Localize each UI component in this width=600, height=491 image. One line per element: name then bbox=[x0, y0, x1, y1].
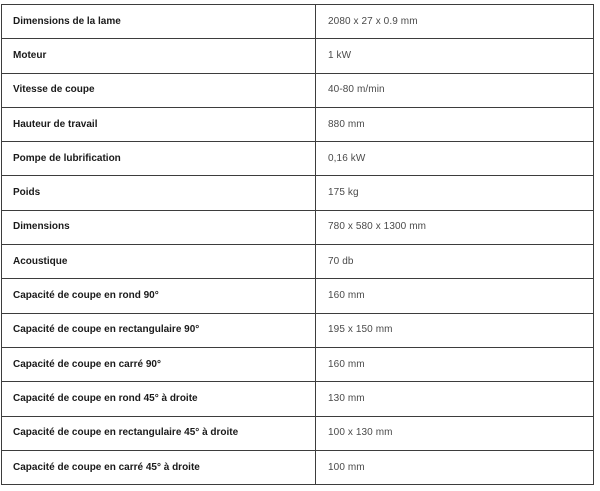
spec-label: Pompe de lubrification bbox=[2, 142, 316, 176]
table-row bbox=[2, 107, 594, 141]
table-row bbox=[2, 176, 594, 210]
spec-label: Acoustique bbox=[2, 245, 316, 279]
spec-value: 880 mm bbox=[316, 107, 594, 141]
table-row bbox=[2, 450, 594, 484]
spec-label: Poids bbox=[2, 176, 316, 210]
table-row bbox=[2, 279, 594, 313]
specifications-table bbox=[1, 4, 594, 485]
spec-value: 40-80 m/min bbox=[316, 73, 594, 107]
spec-label: Capacité de coupe en rond 90° bbox=[2, 279, 316, 313]
spec-value: 100 x 130 mm bbox=[316, 416, 594, 450]
table-row bbox=[2, 416, 594, 450]
spec-value: 100 mm bbox=[316, 450, 594, 484]
table-row bbox=[2, 347, 594, 381]
spec-label: Capacité de coupe en rond 45° à droite bbox=[2, 382, 316, 416]
spec-value: 130 mm bbox=[316, 382, 594, 416]
spec-label: Hauteur de travail bbox=[2, 107, 316, 141]
table-row bbox=[2, 73, 594, 107]
spec-label: Capacité de coupe en rectangulaire 45° à droite bbox=[2, 416, 316, 450]
spec-value: 195 x 150 mm bbox=[316, 313, 594, 347]
spec-value: 0,16 kW bbox=[316, 142, 594, 176]
spec-value: 2080 x 27 x 0.9 mm bbox=[316, 5, 594, 39]
table-row bbox=[2, 39, 594, 73]
spec-label: Moteur bbox=[2, 39, 316, 73]
spec-value: 160 mm bbox=[316, 279, 594, 313]
table-row bbox=[2, 245, 594, 279]
table-row bbox=[2, 210, 594, 244]
table-row bbox=[2, 142, 594, 176]
spec-value: 70 db bbox=[316, 245, 594, 279]
spec-label: Capacité de coupe en rectangulaire 90° bbox=[2, 313, 316, 347]
spec-label: Capacité de coupe en carré 90° bbox=[2, 347, 316, 381]
spec-label: Capacité de coupe en carré 45° à droite bbox=[2, 450, 316, 484]
spec-label: Dimensions bbox=[2, 210, 316, 244]
table-row bbox=[2, 382, 594, 416]
spec-value: 780 x 580 x 1300 mm bbox=[316, 210, 594, 244]
spec-value: 160 mm bbox=[316, 347, 594, 381]
spec-value: 175 kg bbox=[316, 176, 594, 210]
table-row bbox=[2, 5, 594, 39]
spec-value: 1 kW bbox=[316, 39, 594, 73]
spec-label: Vitesse de coupe bbox=[2, 73, 316, 107]
spec-label: Dimensions de la lame bbox=[2, 5, 316, 39]
table-row bbox=[2, 313, 594, 347]
